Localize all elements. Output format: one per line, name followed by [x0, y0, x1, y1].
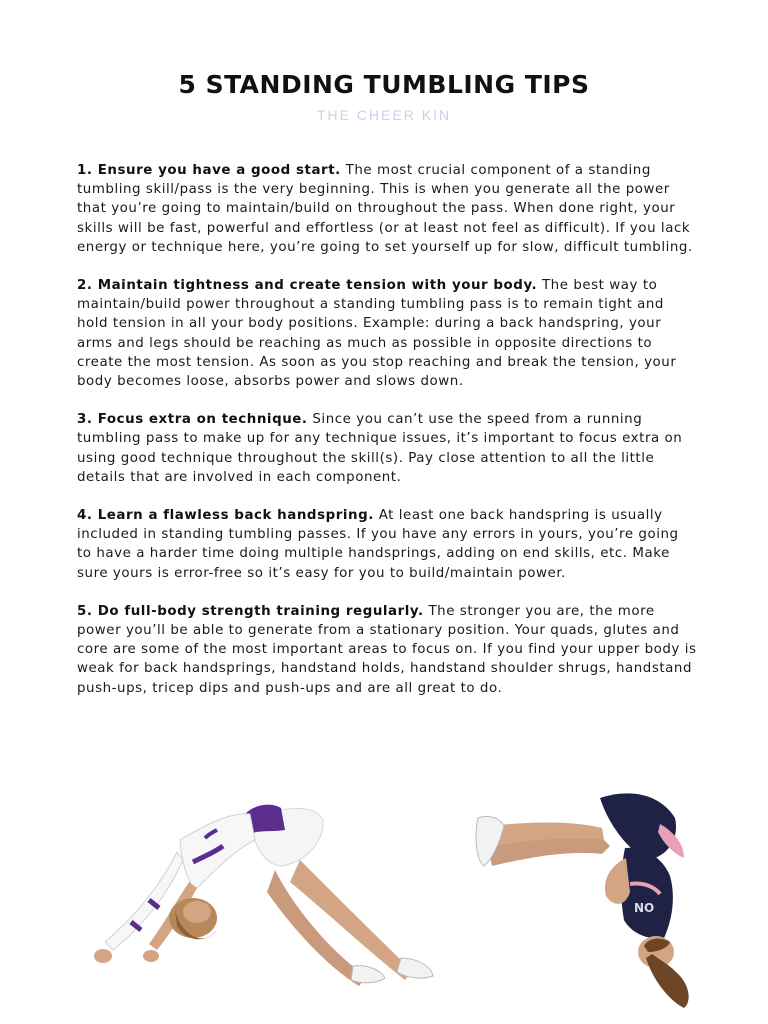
cheerleader-back-handspring-photo [85, 800, 445, 1000]
tip-3 [77, 410, 697, 487]
tip-2-body: The best way to maintain/build power throughout a standing tumbling pass is to remain tight and hold tension in all your body positions. Example: during a back handspring, your arms and legs should be reaching as much as possible in opposite directions to create the most tension. As soon as you stop reaching and break the tension, your body becomes loose, absorbs power and slows down. [77, 278, 677, 390]
tip-4 [77, 506, 697, 583]
tip-4-heading: 4. Learn a flawless back handspring. [77, 508, 374, 524]
tip-1-heading: 1. Ensure you have a good start. [77, 163, 341, 178]
tips-list [77, 161, 697, 717]
page-subtitle: THE CHEER KIN [316, 107, 452, 123]
tip-1 [77, 161, 697, 257]
tip-2-heading: 2. Maintain tightness and create tension with your body. [77, 278, 538, 294]
tip-5-heading: 5. Do full-body strength training regularly. [77, 603, 424, 619]
tip-3-body: Since you can’t use the speed from a running tumbling pass to make up for any technique issues, it’s important to focus extra on using good technique throughout the skill(s). Pay close attention to all the little details that are involved in each component. [77, 412, 683, 485]
tip-4-body: At least one back handspring is usually included in standing tumbling passes. If you have any errors in yours, you’re going to have a harder time doing multiple handsprings, adding on end skills, etc. Make sure yours is error-free so it’s easy for you to build/maintain power. [77, 508, 679, 581]
page-title: 5 STANDING TUMBLING TIPS [178, 70, 590, 99]
cheerleader-inverted-photo [470, 788, 730, 1013]
tip-2 [77, 276, 697, 391]
tip-3-heading: 3. Focus extra on technique. [77, 412, 308, 428]
svg-text:NO: NO [634, 901, 655, 915]
tip-1-body: The most crucial component of a standing tumbling skill/pass is the very beginning. This is when you generate all the power that you’re going to maintain/build on throughout the pass. When done right, your skills will be fast, powerful and effortless (or at least not feel as difficult). If you lack energy or technique here, you’re going to set yourself up for slow, difficult tumbling. [77, 163, 693, 255]
tip-5-body: The stronger you are, the more power you’ll be able to generate from a stationary position. Your quads, glutes and core are some of the most important areas to focus on. If you find your upper body is weak for back handsprings, handstand holds, handstand shoulder shrugs, handstand push-ups, tricep dips and push-ups and are all great to do. [77, 603, 697, 696]
tip-5 [77, 602, 697, 698]
